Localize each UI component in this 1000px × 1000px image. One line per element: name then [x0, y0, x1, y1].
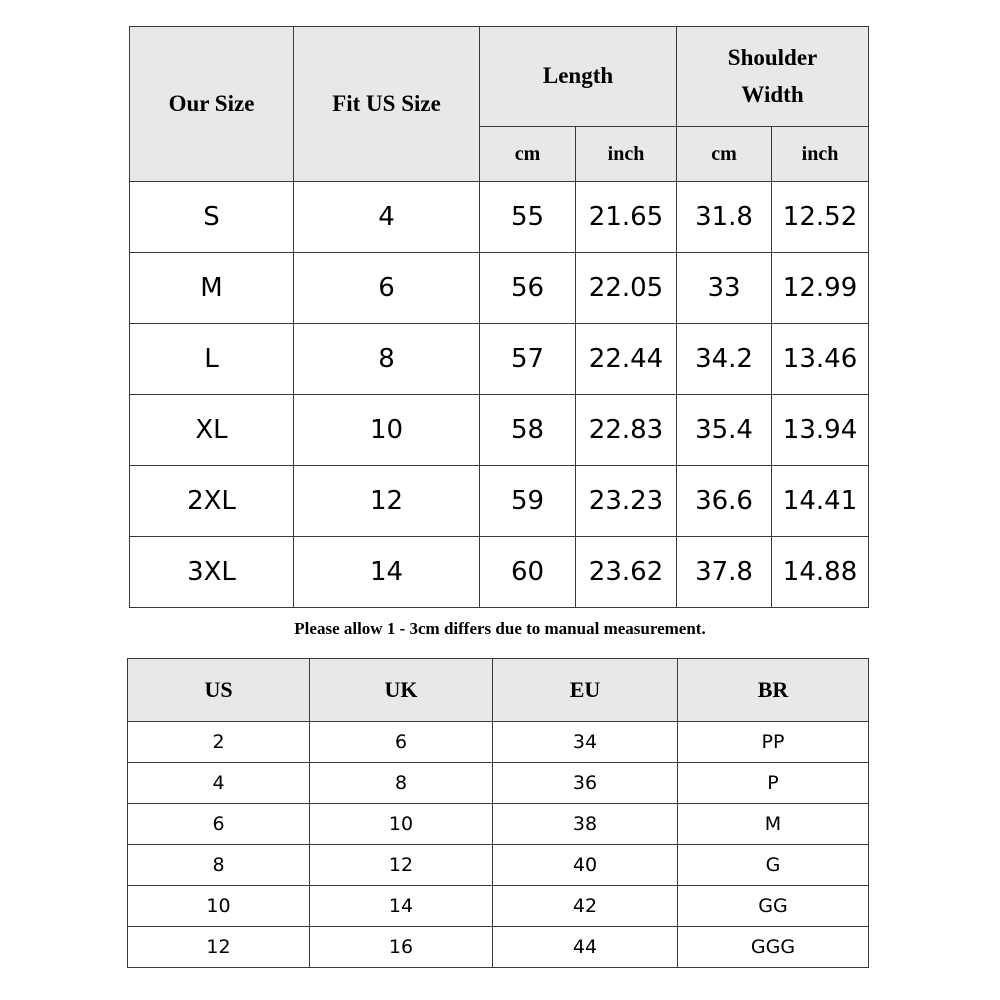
cell-eu: 42: [493, 886, 678, 927]
cell-us: 8: [128, 845, 310, 886]
cell-eu: 40: [493, 845, 678, 886]
header-br: BR: [678, 659, 869, 722]
cell-us: 6: [128, 804, 310, 845]
cell-eu: 34: [493, 722, 678, 763]
subheader-shoulder-cm: cm: [677, 127, 772, 182]
cell-length-inch: 22.83: [576, 395, 677, 466]
subheader-shoulder-inch: inch: [772, 127, 869, 182]
subheader-length-cm: cm: [480, 127, 576, 182]
cell-length-inch: 23.23: [576, 466, 677, 537]
cell-br: PP: [678, 722, 869, 763]
cell-shoulder-inch: 12.99: [772, 253, 869, 324]
table-row: [130, 395, 869, 466]
table-row: [128, 722, 869, 763]
cell-length-cm: 57: [480, 324, 576, 395]
table-row: [130, 253, 869, 324]
cell-br: M: [678, 804, 869, 845]
cell-shoulder-cm: 36.6: [677, 466, 772, 537]
cell-eu: 38: [493, 804, 678, 845]
cell-us: 2: [128, 722, 310, 763]
cell-our-size: 2XL: [130, 466, 294, 537]
header-length: Length: [480, 27, 677, 127]
subheader-length-inch: inch: [576, 127, 677, 182]
header-uk: UK: [310, 659, 493, 722]
cell-uk: 8: [310, 763, 493, 804]
cell-fit-us-size: 6: [294, 253, 480, 324]
table-row: [128, 886, 869, 927]
header-shoulder-width: Shoulder Width: [677, 27, 869, 127]
cell-shoulder-inch: 12.52: [772, 182, 869, 253]
cell-shoulder-inch: 14.41: [772, 466, 869, 537]
cell-length-inch: 23.62: [576, 537, 677, 608]
table-row: [128, 927, 869, 968]
cell-length-cm: 59: [480, 466, 576, 537]
table-row: [128, 763, 869, 804]
cell-length-cm: 56: [480, 253, 576, 324]
cell-length-cm: 60: [480, 537, 576, 608]
cell-uk: 10: [310, 804, 493, 845]
cell-length-inch: 21.65: [576, 182, 677, 253]
cell-our-size: L: [130, 324, 294, 395]
cell-br: GGG: [678, 927, 869, 968]
cell-br: G: [678, 845, 869, 886]
cell-fit-us-size: 4: [294, 182, 480, 253]
cell-shoulder-inch: 13.94: [772, 395, 869, 466]
cell-fit-us-size: 8: [294, 324, 480, 395]
cell-length-inch: 22.44: [576, 324, 677, 395]
cell-shoulder-cm: 37.8: [677, 537, 772, 608]
measurement-note: Please allow 1 - 3cm differs due to manual measurement.: [294, 619, 706, 638]
cell-length-cm: 58: [480, 395, 576, 466]
cell-us: 10: [128, 886, 310, 927]
cell-us: 4: [128, 763, 310, 804]
cell-uk: 6: [310, 722, 493, 763]
cell-shoulder-inch: 14.88: [772, 537, 869, 608]
cell-shoulder-cm: 31.8: [677, 182, 772, 253]
cell-br: GG: [678, 886, 869, 927]
cell-uk: 12: [310, 845, 493, 886]
header-us: US: [128, 659, 310, 722]
cell-our-size: S: [130, 182, 294, 253]
cell-fit-us-size: 14: [294, 537, 480, 608]
cell-length-inch: 22.05: [576, 253, 677, 324]
cell-br: P: [678, 763, 869, 804]
cell-our-size: 3XL: [130, 537, 294, 608]
cell-eu: 36: [493, 763, 678, 804]
header-our-size: Our Size: [130, 27, 294, 182]
table-row: [130, 537, 869, 608]
cell-shoulder-cm: 35.4: [677, 395, 772, 466]
table-row: [128, 845, 869, 886]
cell-our-size: M: [130, 253, 294, 324]
cell-us: 12: [128, 927, 310, 968]
cell-length-cm: 55: [480, 182, 576, 253]
table-row: [128, 804, 869, 845]
cell-fit-us-size: 10: [294, 395, 480, 466]
cell-uk: 16: [310, 927, 493, 968]
table-row: [130, 324, 869, 395]
header-fit-us-size: Fit US Size: [294, 27, 480, 182]
table-row: [130, 182, 869, 253]
table-row: [130, 466, 869, 537]
cell-our-size: XL: [130, 395, 294, 466]
size-conversion-table: [127, 658, 869, 968]
size-chart-table: [129, 26, 869, 608]
cell-uk: 14: [310, 886, 493, 927]
cell-shoulder-inch: 13.46: [772, 324, 869, 395]
cell-shoulder-cm: 34.2: [677, 324, 772, 395]
cell-shoulder-cm: 33: [677, 253, 772, 324]
cell-fit-us-size: 12: [294, 466, 480, 537]
cell-eu: 44: [493, 927, 678, 968]
header-eu: EU: [493, 659, 678, 722]
